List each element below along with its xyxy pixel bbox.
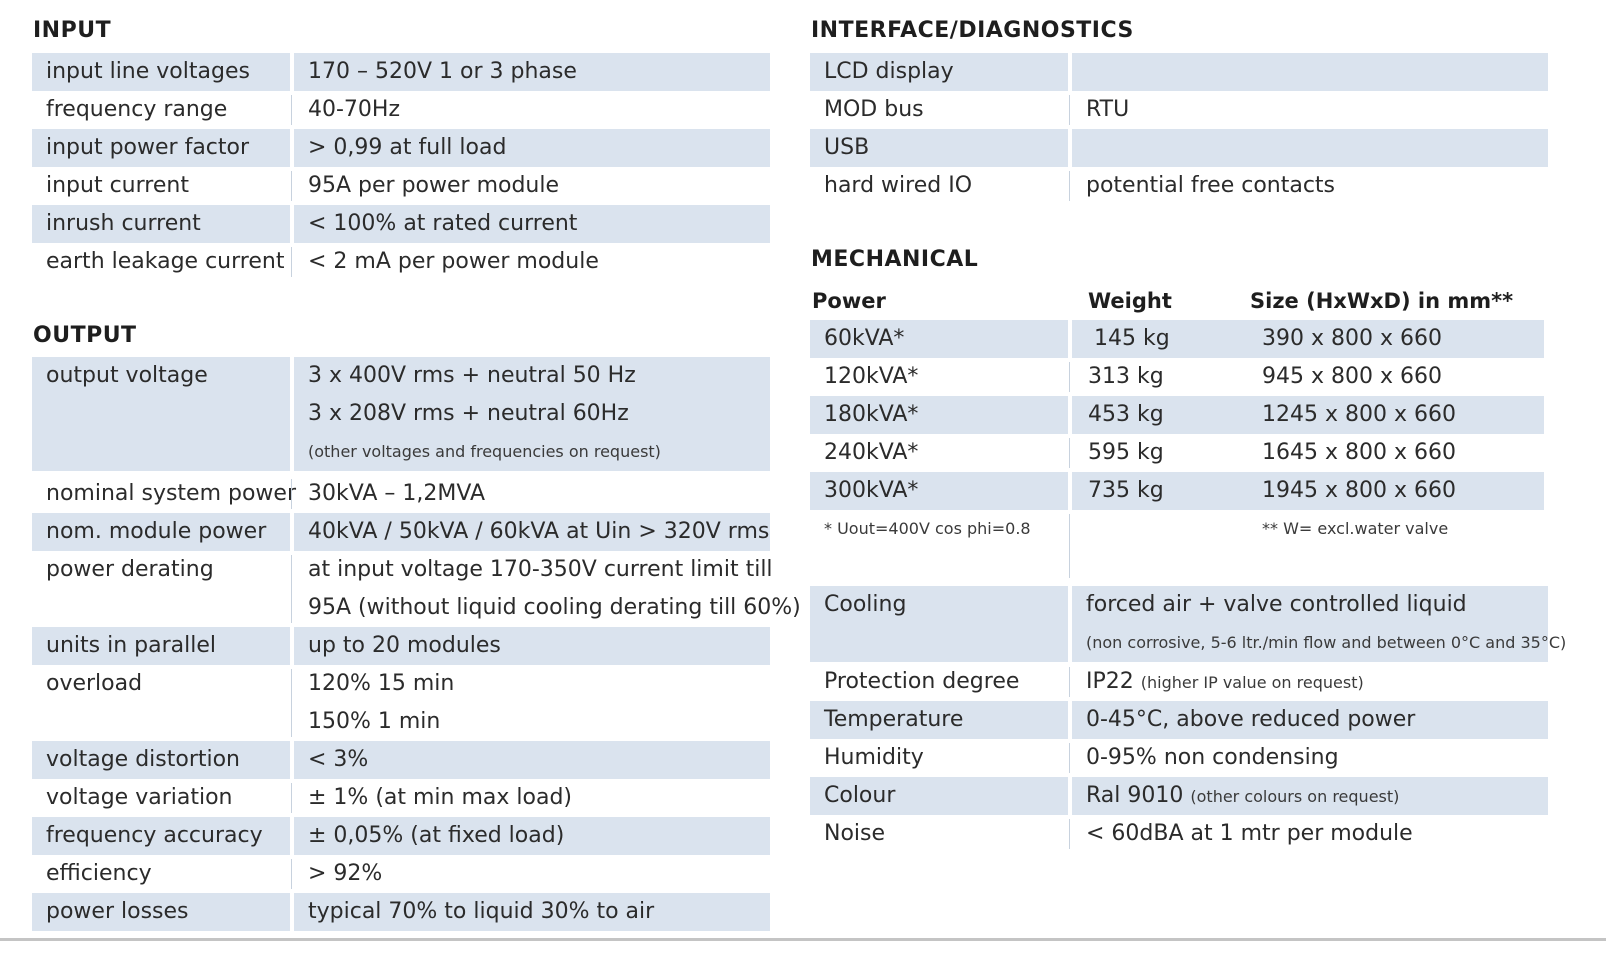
spec-value-suffix: (higher IP value on request) — [1140, 673, 1364, 692]
table-row — [32, 53, 770, 91]
spec-label: Protection degree — [824, 669, 1020, 694]
mechanical-table — [810, 282, 1544, 582]
column-header-power: Power — [812, 289, 886, 313]
table-row — [32, 817, 770, 855]
spec-label: Humidity — [824, 745, 924, 770]
spec-value-suffix: (other colours on request) — [1190, 787, 1400, 806]
table-row — [810, 739, 1548, 777]
spec-value: 40-70Hz — [308, 97, 401, 122]
cell-size: 1945 x 800 x 660 — [1262, 478, 1456, 503]
cell-size: 1645 x 800 x 660 — [1262, 440, 1456, 465]
spec-label: Colour — [824, 783, 896, 808]
table-row — [810, 434, 1544, 472]
table-row — [32, 741, 770, 779]
table-row — [810, 358, 1544, 396]
spec-value: < 100% at rated current — [308, 211, 578, 236]
table-row — [32, 205, 770, 243]
table-row — [32, 665, 770, 741]
spec-label: Noise — [824, 821, 886, 846]
table-row — [810, 815, 1548, 853]
output-spec-table — [32, 357, 801, 931]
spec-value: potential free contacts — [1086, 173, 1336, 198]
input-section-title: INPUT — [33, 18, 112, 43]
table-row — [810, 320, 1544, 358]
cell-power: 240kVA* — [824, 440, 919, 465]
table-row — [810, 510, 1544, 582]
column-header-size: Size (HxWxD) in mm** — [1250, 289, 1514, 313]
spec-value: 30kVA – 1,2MVA — [308, 481, 486, 506]
spec-label: power derating — [46, 557, 214, 582]
spec-value: at input voltage 170-350V current limit till — [308, 557, 773, 582]
spec-value — [1072, 663, 1548, 701]
spec-value: RTU — [1086, 97, 1130, 122]
table-row — [32, 627, 770, 665]
spec-label: input current — [46, 173, 189, 198]
spec-label: nominal system power — [46, 481, 297, 506]
table-row — [810, 53, 1548, 91]
spec-label: nom. module power — [46, 519, 267, 544]
cell-weight: 595 kg — [1088, 440, 1164, 465]
table-row — [32, 779, 770, 817]
spec-value: 120% 15 min — [308, 671, 455, 696]
spec-value — [1072, 53, 1548, 91]
table-row — [32, 513, 770, 551]
spec-value-main: Ral 9010 — [1086, 783, 1184, 808]
column-header-weight: Weight — [1088, 289, 1172, 313]
spec-label: input power factor — [46, 135, 250, 160]
cell-power: 120kVA* — [824, 364, 919, 389]
table-row — [810, 701, 1548, 739]
table-row — [810, 91, 1548, 129]
spec-label: earth leakage current — [46, 249, 285, 274]
table-row — [32, 91, 770, 129]
table-row — [32, 551, 801, 627]
spec-value: 3 x 208V rms + neutral 60Hz — [308, 401, 629, 426]
table-row — [32, 167, 770, 205]
cell-size: 945 x 800 x 660 — [1262, 364, 1442, 389]
cell-power: 180kVA* — [824, 402, 919, 427]
spec-value: 170 – 520V 1 or 3 phase — [308, 59, 577, 84]
spec-value: typical 70% to liquid 30% to air — [308, 899, 655, 924]
table-row — [810, 167, 1548, 205]
mechanical-section-title: MECHANICAL — [811, 247, 979, 272]
spec-label: USB — [824, 135, 870, 160]
interface-section-title: INTERFACE/DIAGNOSTICS — [811, 18, 1134, 43]
spec-label: voltage distortion — [46, 747, 241, 772]
mechanical-spec-table — [810, 586, 1567, 853]
table-row — [810, 472, 1544, 510]
footnote-size: ** W= excl.water valve — [1262, 519, 1449, 538]
spec-value: 95A (without liquid cooling derating till 60%) — [308, 595, 801, 620]
footnote-power: * Uout=400V cos phi=0.8 — [824, 519, 1031, 538]
spec-value: 150% 1 min — [308, 709, 441, 734]
spec-note: (non corrosive, 5-6 ltr./min flow and between 0°C and 35°C) — [1086, 633, 1567, 652]
cell-weight: 313 kg — [1088, 364, 1164, 389]
table-row — [810, 663, 1548, 701]
spec-label: voltage variation — [46, 785, 233, 810]
spec-label: LCD display — [824, 59, 954, 84]
table-header-row — [810, 282, 1544, 320]
spec-label: MOD bus — [824, 97, 924, 122]
cell-power: 60kVA* — [824, 326, 905, 351]
spec-value: > 92% — [308, 861, 383, 886]
spec-label: Cooling — [824, 592, 907, 617]
spec-label: frequency accuracy — [46, 823, 263, 848]
spec-label: input line voltages — [46, 59, 250, 84]
cell-power: 300kVA* — [824, 478, 919, 503]
spec-label: efficiency — [46, 861, 152, 886]
table-row — [810, 129, 1548, 167]
spec-value: 0-95% non condensing — [1086, 745, 1339, 770]
table-row — [810, 586, 1567, 662]
spec-value — [1072, 777, 1548, 815]
spec-value: 3 x 400V rms + neutral 50 Hz — [308, 363, 636, 388]
spec-value: > 0,99 at full load — [308, 135, 507, 160]
table-row — [810, 396, 1544, 434]
spec-value: ± 1% (at min max load) — [308, 785, 573, 810]
spec-value: up to 20 modules — [308, 633, 501, 658]
cell-weight: 735 kg — [1088, 478, 1164, 503]
table-row — [32, 893, 770, 931]
spec-value: < 60dBA at 1 mtr per module — [1086, 821, 1413, 846]
spec-value-main: IP22 — [1086, 669, 1134, 694]
spec-value — [1072, 129, 1548, 167]
spec-label: Temperature — [824, 707, 964, 732]
cell-size: 390 x 800 x 660 — [1262, 326, 1442, 351]
cell-weight: 145 kg — [1094, 326, 1170, 351]
table-row — [32, 475, 770, 513]
interface-spec-table — [810, 53, 1548, 205]
table-row — [32, 357, 770, 471]
input-spec-table — [32, 53, 770, 281]
spec-value: 0-45°C, above reduced power — [1086, 707, 1416, 732]
output-section-title: OUTPUT — [33, 323, 137, 348]
spec-value: < 3% — [308, 747, 369, 772]
table-row — [810, 777, 1548, 815]
table-row — [32, 855, 770, 893]
spec-value: forced air + valve controlled liquid — [1086, 592, 1467, 617]
spec-value: ± 0,05% (at fixed load) — [308, 823, 565, 848]
spec-label: power losses — [46, 899, 189, 924]
cell-size: 1245 x 800 x 660 — [1262, 402, 1456, 427]
table-row — [32, 243, 770, 281]
spec-value: 95A per power module — [308, 173, 560, 198]
spec-label: overload — [46, 671, 143, 696]
spec-value: < 2 mA per power module — [308, 249, 599, 274]
spec-value: 40kVA / 50kVA / 60kVA at Uin > 320V rms — [308, 519, 770, 544]
spec-label: units in parallel — [46, 633, 216, 658]
spec-label: frequency range — [46, 97, 228, 122]
table-row — [32, 129, 770, 167]
spec-label: inrush current — [46, 211, 201, 236]
spec-note: (other voltages and frequencies on request) — [308, 442, 661, 461]
spec-label: output voltage — [46, 363, 208, 388]
bottom-divider — [0, 938, 1606, 941]
cell-weight: 453 kg — [1088, 402, 1164, 427]
spec-label: hard wired IO — [824, 173, 973, 198]
